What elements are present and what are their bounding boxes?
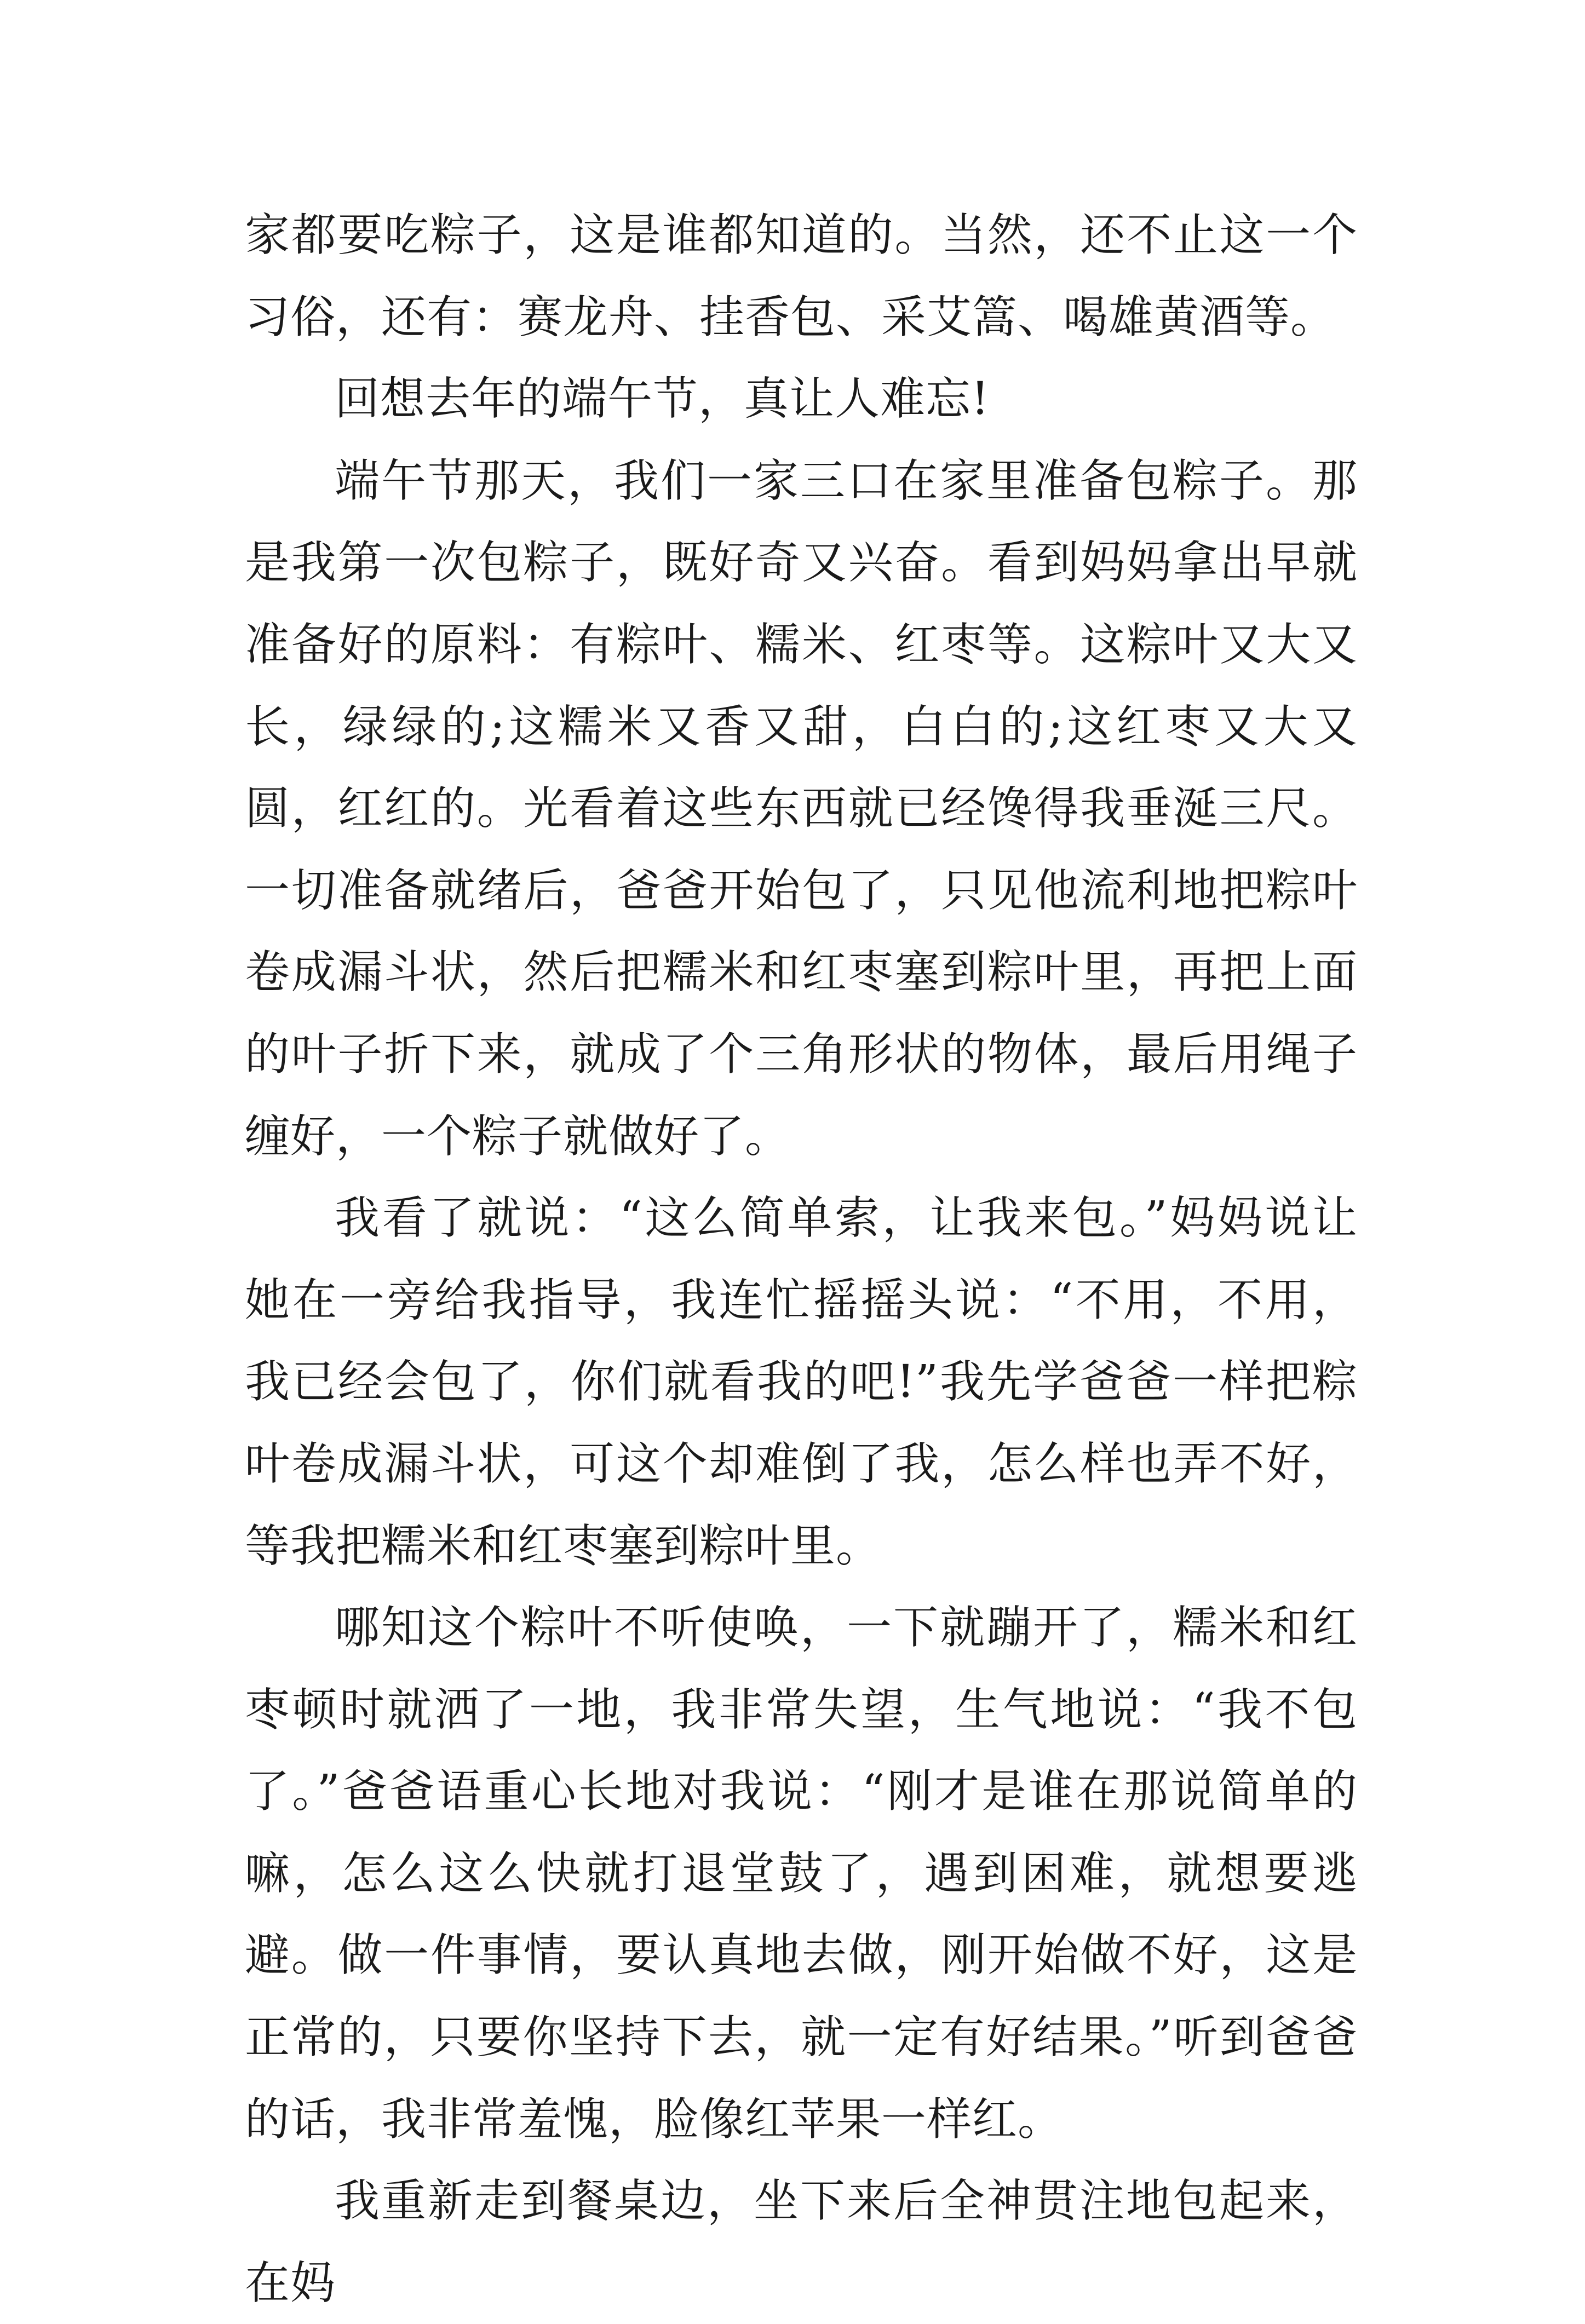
paragraph-2: 回想去年的端午节，真让人难忘! bbox=[335, 373, 990, 425]
paragraph-4: 我看了就说：“这么简单索，让我来包。”妈妈说让她在一旁给我指导，我连忙摇摇头说：“不用，不用，我已经会包了，你们就看我的吧!”我先学爸爸一样把粽叶卷成漏斗状，可这个却难倒了我，怎么样也弄不好，等我把糯米和红枣塞到粽叶里。 bbox=[245, 1192, 1358, 1572]
body-text bbox=[245, 194, 1358, 2324]
paragraph-6: 我重新走到餐桌边，坐下来后全神贯注地包起来，在妈 bbox=[245, 2175, 1358, 2309]
paragraph-3: 端午节那天，我们一家三口在家里准备包粽子。那是我第一次包粽子，既好奇又兴奋。看到妈妈拿出早就准备好的原料：有粽叶、糯米、红枣等。这粽叶又大又长，绿绿的;这糯米又香又甜，白白的;这红枣又大又圆，红红的。光看着这些东西就已经馋得我垂涎三尺。一切准备就绪后，爸爸开始包了，只见他流利地把粽叶卷成漏斗状，然后把糯米和红枣塞到粽叶里，再把上面的叶子折下来，就成了个三角形状的物体，最后用绳子缠好，一个粽子就做好了。 bbox=[245, 455, 1358, 1163]
paragraph-1: 家都要吃粽子，这是谁都知道的。当然，还不止这一个习俗，还有：赛龙舟、挂香包、采艾篙、喝雄黄酒等。 bbox=[245, 209, 1358, 343]
paragraph-5: 哪知这个粽叶不听使唤，一下就蹦开了，糯米和红枣顿时就洒了一地，我非常失望，生气地说：“我不包了。”爸爸语重心长地对我说：“刚才是谁在那说简单的嘛，怎么这么快就打退堂鼓了，遇到困难，就想要逃避。做一件事情，要认真地去做，刚开始做不好，这是正常的，只要你坚持下去，就一定有好结果。”听到爸爸的话，我非常羞愧，脸像红苹果一样红。 bbox=[245, 1602, 1358, 2145]
